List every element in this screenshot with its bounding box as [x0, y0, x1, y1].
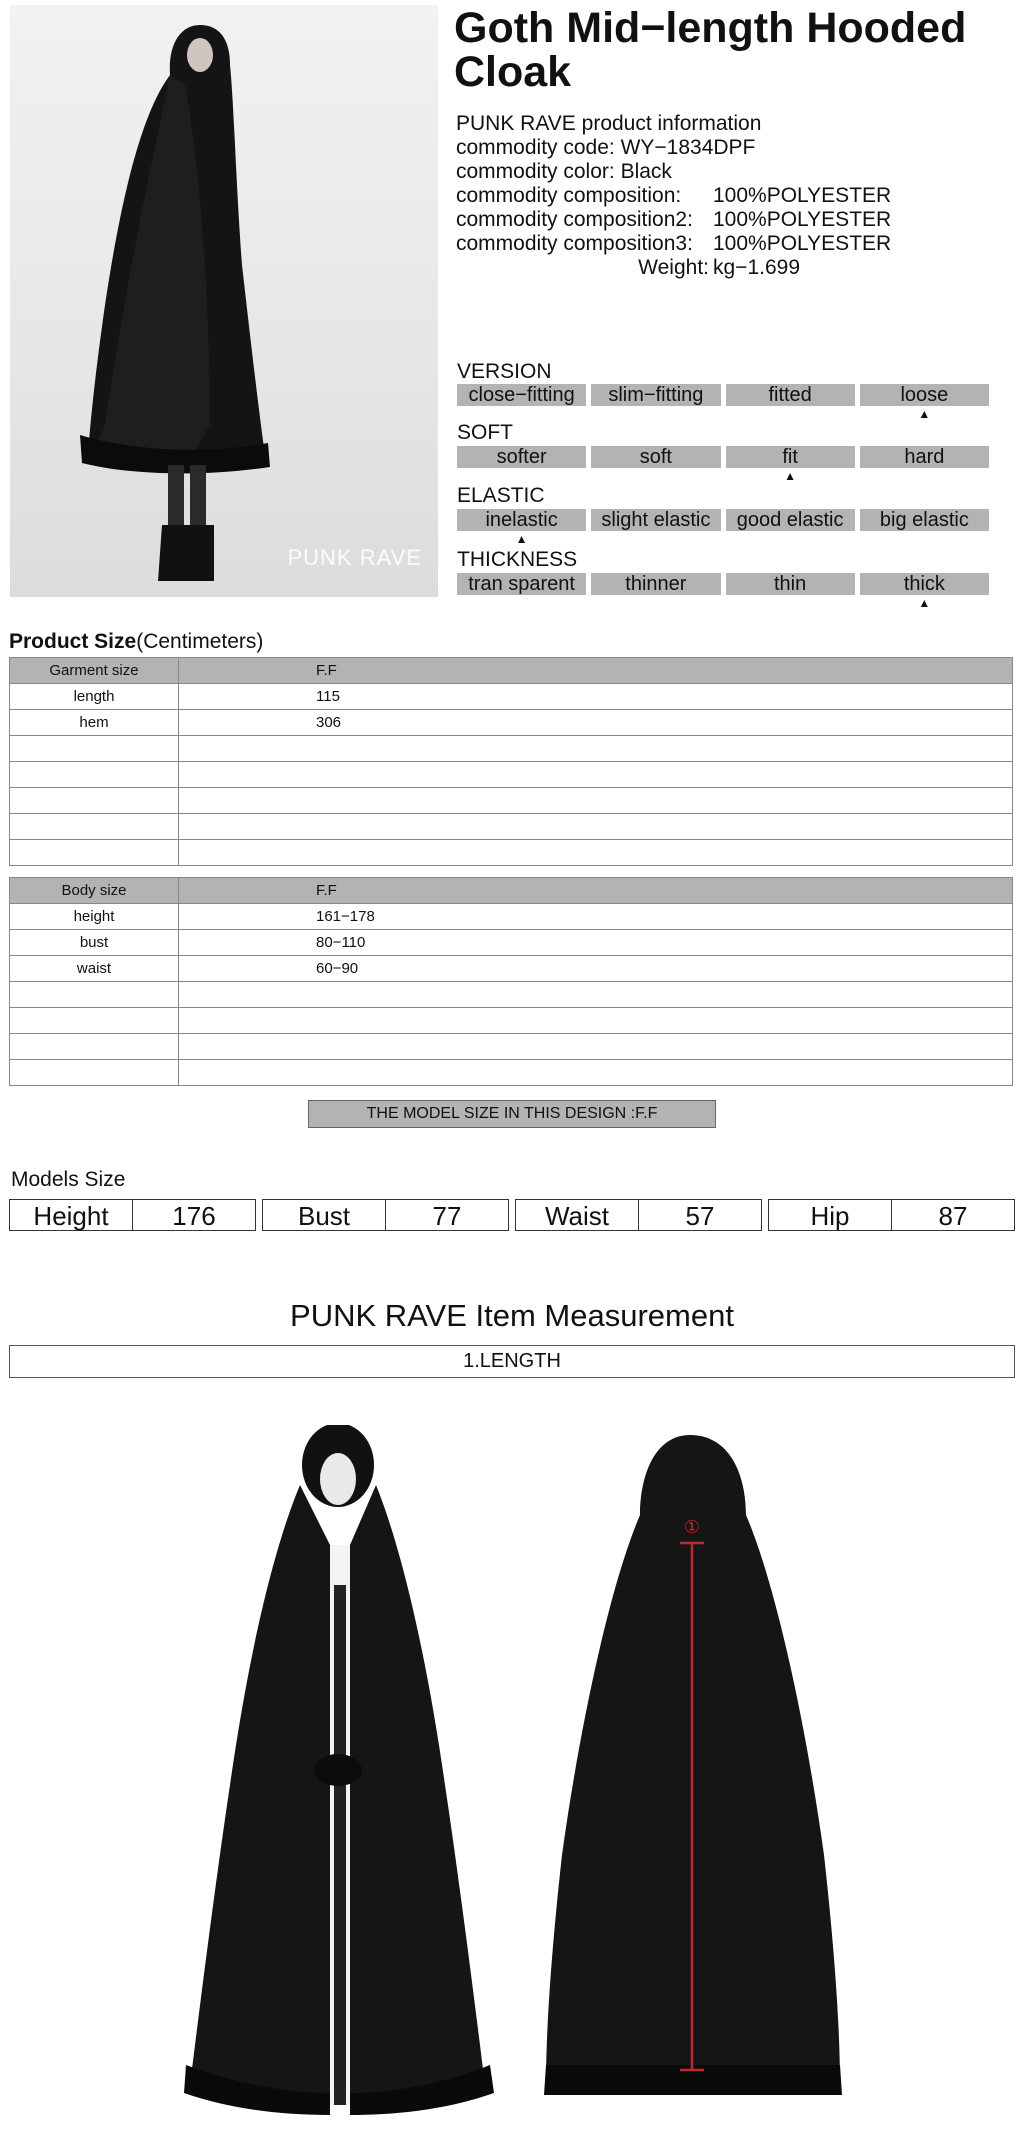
selection-marker-icon: ▲ [918, 407, 931, 421]
scale-option: thinner [591, 573, 720, 595]
model-measure-bust: Bust 77 [262, 1199, 509, 1231]
table-header-row [10, 658, 1013, 684]
product-size-title: Product Size(Centimeters) [9, 630, 264, 653]
info-row-color: commodity color: Black [456, 160, 672, 183]
scale-option: fitted [726, 384, 855, 406]
scale-label-soft: SOFT [457, 421, 513, 444]
scale-option: close−fitting [457, 384, 586, 406]
table-row [10, 1008, 1013, 1034]
selection-marker-icon: ▲ [918, 596, 931, 610]
table-row: height 161−178 [10, 904, 1013, 930]
info-row-composition2: commodity composition2: 100%POLYESTER [456, 208, 892, 231]
scale-option: good elastic [726, 509, 855, 531]
models-size-row [9, 1199, 1015, 1231]
table-row: bust 80−110 [10, 930, 1013, 956]
scale-elastic [457, 509, 989, 546]
table-row [10, 840, 1013, 866]
measurement-title: PUNK RAVE Item Measurement [290, 1298, 734, 1333]
product-title: Goth Mid−length Hooded Cloak [454, 4, 967, 96]
model-measure-hip: Hip 87 [768, 1199, 1015, 1231]
scale-option: slight elastic [591, 509, 720, 531]
info-row-weight: Weight: kg−1.699 [638, 256, 800, 279]
info-row-composition3: commodity composition3: 100%POLYESTER [456, 232, 892, 255]
product-photo [10, 5, 438, 597]
body-size-table [9, 877, 1013, 1086]
scale-label-thickness: THICKNESS [457, 548, 578, 571]
model-measure-height: Height 176 [9, 1199, 256, 1231]
garment-size-table [9, 657, 1013, 866]
scale-option: fit ▲ [726, 446, 855, 468]
table-row: length 115 [10, 684, 1013, 710]
selection-marker-icon: ▲ [515, 532, 528, 546]
cloak-front-image [180, 1425, 520, 2115]
scale-thickness [457, 573, 989, 610]
table-header: Garment size [10, 658, 179, 684]
scale-option: softer [457, 446, 586, 468]
table-row: hem 306 [10, 710, 1013, 736]
table-header-row [10, 878, 1013, 904]
scale-label-version: VERSION [457, 360, 552, 383]
scale-option: tran sparent [457, 573, 586, 595]
table-row [10, 788, 1013, 814]
scale-option: thin [726, 573, 855, 595]
scale-option: big elastic [860, 509, 989, 531]
measure-marker-1: ① [683, 1517, 701, 1538]
scale-option: hard [860, 446, 989, 468]
info-heading: PUNK RAVE product information [456, 112, 762, 135]
models-size-title: Models Size [11, 1168, 126, 1191]
table-header: F.F [179, 658, 1013, 684]
scale-version [457, 384, 989, 421]
scale-option: slim−fitting [591, 384, 720, 406]
table-row [10, 814, 1013, 840]
scale-soft [457, 446, 989, 483]
product-info [456, 112, 891, 280]
table-row [10, 736, 1013, 762]
info-row-composition: commodity composition: 100%POLYESTER [456, 184, 892, 207]
model-size-note: THE MODEL SIZE IN THIS DESIGN :F.F [308, 1100, 716, 1128]
table-row: waist 60−90 [10, 956, 1013, 982]
scale-label-elastic: ELASTIC [457, 484, 545, 507]
model-photo-illustration [10, 5, 438, 597]
scale-option: inelastic ▲ [457, 509, 586, 531]
table-row [10, 1034, 1013, 1060]
table-row [10, 762, 1013, 788]
model-measure-waist: Waist 57 [515, 1199, 762, 1231]
scale-option: thick ▲ [860, 573, 989, 595]
selection-marker-icon: ▲ [784, 469, 797, 483]
scale-option: loose ▲ [860, 384, 989, 406]
brand-watermark: PUNK RAVE [287, 545, 422, 570]
table-header: Body size [10, 878, 179, 904]
measurement-item: 1.LENGTH [9, 1345, 1015, 1378]
info-row-code: commodity code: WY−1834DPF [456, 136, 756, 159]
table-row [10, 1060, 1013, 1086]
cloak-back-image [540, 1425, 850, 2115]
table-row [10, 982, 1013, 1008]
table-header: F.F [179, 878, 1013, 904]
scale-option: soft [591, 446, 720, 468]
